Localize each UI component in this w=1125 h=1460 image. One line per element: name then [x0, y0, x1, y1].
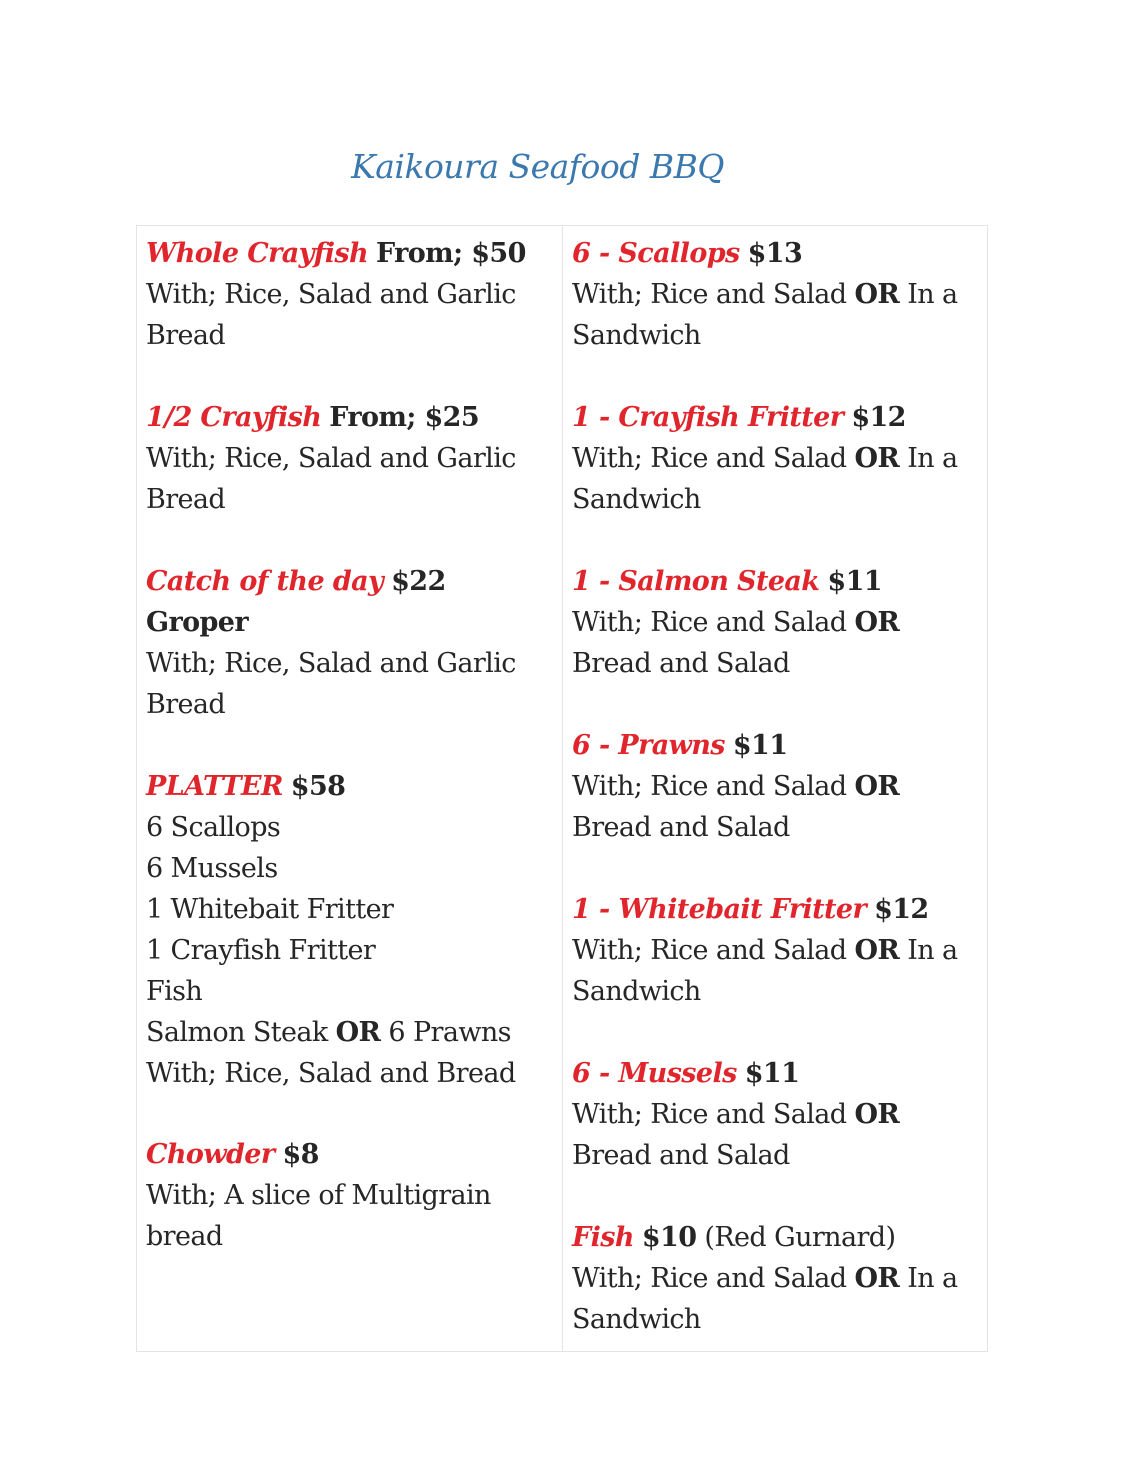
item-price: $11 — [744, 1058, 800, 1089]
menu-item-half-crayfish — [146, 397, 516, 520]
menu-item-heading — [146, 233, 526, 274]
item-price: $12 — [851, 402, 906, 433]
item-name: 1 - Crayfish Fritter — [572, 402, 844, 433]
item-with: With; Rice and Salad — [572, 935, 847, 966]
platter-line: 6 Mussels — [146, 853, 278, 884]
item-name: Fish — [572, 1222, 634, 1253]
item-alt: In a — [907, 279, 958, 310]
item-price: From; $25 — [329, 402, 480, 433]
item-name: 6 - Mussels — [572, 1058, 737, 1089]
menu-item-heading — [146, 397, 516, 438]
item-price: $11 — [827, 566, 882, 597]
column-divider — [562, 225, 563, 1352]
menu-item-prawns — [572, 725, 899, 848]
platter-choice-a: Salmon Steak — [146, 1017, 328, 1048]
item-description: Bread and Salad — [572, 1140, 790, 1171]
item-name: Whole Crayfish — [146, 238, 368, 269]
item-description: Bread — [146, 689, 226, 720]
or-label: OR — [854, 1263, 900, 1294]
or-label: OR — [335, 1017, 381, 1048]
item-name: 1 - Whitebait Fritter — [572, 894, 867, 925]
or-label: OR — [854, 935, 900, 966]
menu-item-heading — [146, 766, 516, 807]
item-description: Sandwich — [572, 1304, 701, 1335]
item-price: $11 — [732, 730, 788, 761]
item-price: $10 — [641, 1222, 697, 1253]
item-with: With; Rice and Salad — [572, 771, 847, 802]
menu-item-heading — [572, 233, 958, 274]
or-label: OR — [854, 443, 900, 474]
menu-item-whitebait-fritter — [572, 889, 958, 1012]
menu-item-catch-of-the-day — [146, 561, 516, 725]
item-with: With; Rice and Salad — [572, 443, 847, 474]
platter-line: Fish — [146, 976, 203, 1007]
menu-item-heading — [572, 1053, 899, 1094]
item-name: Catch of the day — [146, 566, 384, 597]
or-label: OR — [854, 279, 900, 310]
item-price: $12 — [874, 894, 929, 925]
item-name: PLATTER — [146, 771, 283, 802]
item-description: With; Rice, Salad and Garlic — [146, 648, 516, 679]
item-price: $8 — [282, 1139, 319, 1170]
or-label: OR — [854, 771, 900, 802]
item-description: Bread and Salad — [572, 812, 790, 843]
platter-line: 1 Whitebait Fritter — [146, 894, 394, 925]
item-description: Bread and Salad — [572, 648, 790, 679]
platter-line: 1 Crayfish Fritter — [146, 935, 376, 966]
item-description — [572, 274, 958, 315]
menu-item-scallops — [572, 233, 958, 356]
item-description: bread — [146, 1221, 223, 1252]
or-label: OR — [854, 607, 900, 638]
item-description — [572, 930, 958, 971]
item-name: 6 - Scallops — [572, 238, 740, 269]
item-description — [572, 602, 899, 643]
item-description: Sandwich — [572, 976, 701, 1007]
platter-choice-b: 6 Prawns — [388, 1017, 511, 1048]
item-price: $13 — [747, 238, 803, 269]
menu-item-platter — [146, 766, 516, 1094]
menu-item-heading — [572, 397, 958, 438]
item-price: $22 — [391, 566, 446, 597]
item-description: With; Rice, Salad and Garlic — [146, 279, 516, 310]
menu-item-fish — [572, 1217, 958, 1340]
menu-item-heading — [146, 561, 516, 602]
or-label: OR — [854, 1099, 900, 1130]
item-fish-type: Groper — [146, 607, 248, 638]
item-description: Sandwich — [572, 484, 701, 515]
item-description — [572, 766, 899, 807]
item-description: With; Rice, Salad and Bread — [146, 1058, 516, 1089]
menu-item-heading — [572, 725, 899, 766]
menu-item-crayfish-fritter — [572, 397, 958, 520]
item-with: With; Rice and Salad — [572, 607, 847, 638]
menu-item-salmon-steak — [572, 561, 899, 684]
menu-item-mussels — [572, 1053, 899, 1176]
menu-item-chowder — [146, 1134, 491, 1257]
item-description: With; Rice, Salad and Garlic — [146, 443, 516, 474]
item-alt: In a — [907, 1263, 958, 1294]
item-name: 1/2 Crayfish — [146, 402, 322, 433]
menu-item-heading — [146, 1134, 491, 1175]
item-name: 1 - Salmon Steak — [572, 566, 820, 597]
item-alt: In a — [907, 443, 958, 474]
item-description: Sandwich — [572, 320, 701, 351]
item-description: Bread — [146, 484, 226, 515]
menu-item-heading — [572, 561, 899, 602]
item-note: (Red Gurnard) — [704, 1222, 896, 1253]
item-description — [572, 1094, 899, 1135]
platter-choice — [146, 1012, 516, 1053]
platter-line: 6 Scallops — [146, 812, 281, 843]
item-price: $58 — [290, 771, 346, 802]
item-with: With; Rice and Salad — [572, 279, 847, 310]
menu-item-whole-crayfish — [146, 233, 526, 356]
item-with: With; Rice and Salad — [572, 1263, 847, 1294]
item-with: With; Rice and Salad — [572, 1099, 847, 1130]
menu-item-heading — [572, 1217, 958, 1258]
item-description: With; A slice of Multigrain — [146, 1180, 491, 1211]
item-description — [572, 438, 958, 479]
page-title: Kaikoura Seafood BBQ — [351, 147, 724, 186]
item-description — [572, 1258, 958, 1299]
item-price: From; $50 — [375, 238, 526, 269]
item-alt: In a — [907, 935, 958, 966]
item-name: Chowder — [146, 1139, 275, 1170]
menu-item-heading — [572, 889, 958, 930]
item-description: Bread — [146, 320, 226, 351]
item-name: 6 - Prawns — [572, 730, 725, 761]
